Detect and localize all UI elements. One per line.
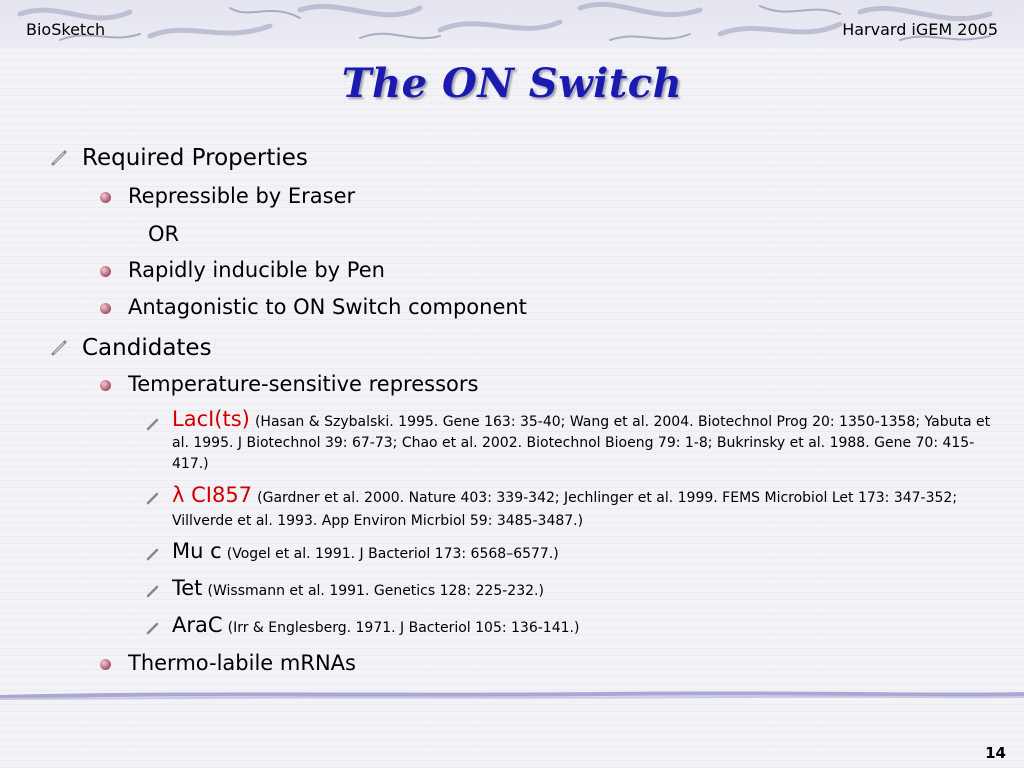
candidate-name: Mu c bbox=[172, 539, 222, 563]
candidate-reference: (Irr & Englesberg. 1971. J Bacteriol 105: 136-141.) bbox=[227, 620, 580, 636]
list-item: Antagonistic to ON Switch component bbox=[128, 295, 527, 319]
candidate-tet bbox=[172, 576, 544, 600]
wand-bullet-icon bbox=[146, 492, 159, 505]
bottom-divider bbox=[0, 688, 1024, 702]
wand-bullet-icon bbox=[146, 622, 159, 635]
header-right-text: Harvard iGEM 2005 bbox=[842, 20, 998, 39]
ball-bullet-icon bbox=[100, 192, 111, 203]
list-item: Rapidly inducible by Pen bbox=[128, 258, 385, 282]
wand-bullet-icon bbox=[146, 585, 159, 598]
candidate-name: λ CI857 bbox=[172, 483, 253, 507]
candidates-heading: Candidates bbox=[82, 335, 212, 361]
candidate-laci bbox=[172, 409, 992, 474]
list-item: Temperature-sensitive repressors bbox=[128, 372, 479, 396]
candidate-arac bbox=[172, 613, 579, 637]
ball-bullet-icon bbox=[100, 266, 111, 277]
wand-bullet-icon bbox=[146, 418, 159, 431]
ball-bullet-icon bbox=[100, 659, 111, 670]
page-number: 14 bbox=[985, 744, 1006, 762]
ball-bullet-icon bbox=[100, 303, 111, 314]
candidate-name: LacI(ts) bbox=[172, 407, 250, 431]
list-item: Repressible by Eraser bbox=[128, 184, 356, 208]
list-item: Thermo-labile mRNAs bbox=[128, 651, 356, 675]
candidate-name: Tet bbox=[172, 576, 203, 600]
candidate-reference: (Vogel et al. 1991. J Bacteriol 173: 6568–6577.) bbox=[226, 546, 559, 562]
slide-title: The ON Switch bbox=[341, 60, 683, 107]
candidate-muc bbox=[172, 539, 559, 563]
candidate-name: AraC bbox=[172, 613, 223, 637]
ball-bullet-icon bbox=[100, 380, 111, 391]
required-properties-heading: Required Properties bbox=[82, 145, 308, 171]
or-text: OR bbox=[148, 222, 180, 246]
wand-bullet-icon bbox=[50, 338, 68, 356]
candidate-reference: (Gardner et al. 2000. Nature 403: 339-342; Jechlinger et al. 1999. FEMS Microbiol Let 173: 347-352; Villverde et al. 1993. App Environ Micrbiol 59: 3485-3487.) bbox=[172, 490, 958, 529]
header-left-text: BioSketch bbox=[26, 20, 106, 39]
wand-bullet-icon bbox=[146, 548, 159, 561]
candidate-reference: (Wissmann et al. 1991. Genetics 128: 225-232.) bbox=[207, 583, 544, 599]
candidate-ci857 bbox=[172, 484, 982, 532]
candidate-reference: (Hasan & Szybalski. 1995. Gene 163: 35-40; Wang et al. 2004. Biotechnol Prog 20: 1350-1358; Yabuta et al. 1995. J Biotechnol 39: 67-73; Chao et al. 2002. Biotechnol Bioeng 79: 1-8; Bukrinsky et al. 1988. Gene 70: 415-417.) bbox=[172, 414, 991, 472]
wand-bullet-icon bbox=[50, 148, 68, 166]
